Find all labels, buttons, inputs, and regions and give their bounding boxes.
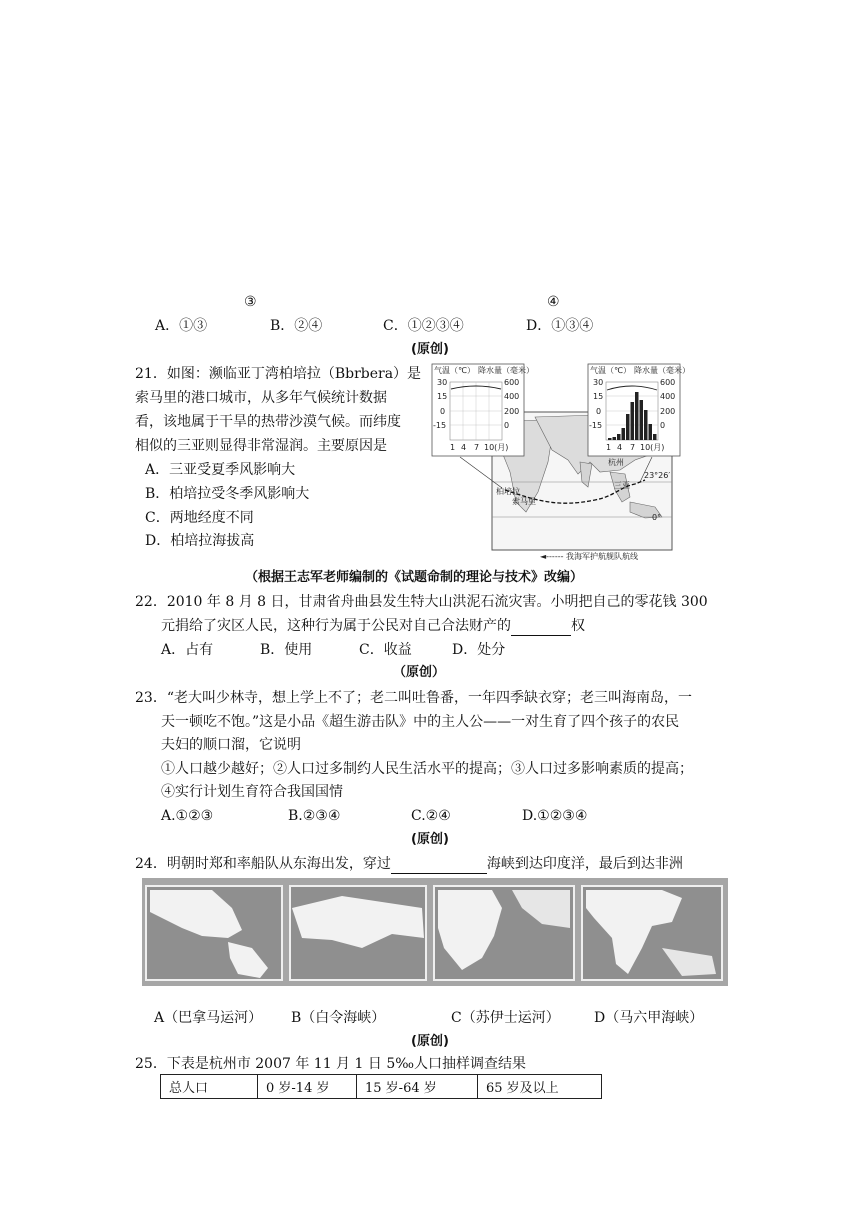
q22-stem-text: 元捐给了灾区人民，这种行为属于公民对自己合法财产的 — [161, 618, 511, 634]
table-header-0-14: 0 岁-14 岁 — [258, 1075, 357, 1099]
q20-option-a: A．①③ — [155, 318, 208, 334]
q20-option-b: B．②④ — [270, 318, 323, 334]
map-legend: ◄------ 我海军护航舰队航线 — [540, 552, 639, 561]
q20-source: (原创) — [411, 342, 449, 357]
q21-option-b: B．柏培拉受冬季风影响大 — [145, 486, 310, 502]
left-precip-tick: 200 — [504, 407, 520, 416]
right-month-tick: 4 — [617, 443, 623, 452]
q23-stem-line: 天一顿吃不饱。”这是小品《超生游击队》中的主人公——一对生育了四个孩子的农民 — [161, 714, 680, 730]
left-temp-tick: 30 — [437, 378, 448, 387]
q22-answer-blank — [511, 619, 571, 636]
q21-stem-line: 看，该地属于干旱的热带沙漠气候。而纬度 — [135, 414, 401, 430]
q23-stem-line: ④实行计划生育符合我国国情 — [161, 784, 343, 800]
right-precip-label: 降水量（毫米） — [634, 366, 690, 375]
left-month-tick: 1 — [450, 443, 456, 452]
q24-stem-tail: 海峡到达印度洋，最后到达非洲 — [486, 856, 683, 872]
label-sanya: 三亚 — [614, 481, 630, 490]
q21-option-c: C．两地经度不同 — [145, 510, 254, 526]
q21-option-a: A．三亚受夏季风影响大 — [145, 462, 296, 478]
q23-stem-line: ①人口越少越好；②人口过多制约人民生活水平的提高；③人口过多影响素质的提高； — [161, 761, 693, 777]
q20-option-d: D．①③④ — [526, 318, 594, 334]
label-equator: 0° — [652, 513, 662, 522]
map-panel-d — [582, 886, 722, 980]
right-precip-tick: 200 — [660, 407, 676, 416]
label-tropic: 23°26′ — [644, 471, 671, 480]
q24-option-c: C（苏伊士运河） — [451, 1010, 560, 1026]
table-row — [161, 1075, 602, 1099]
q23-option-b: B.②③④ — [288, 808, 341, 824]
label-somalia: 索马里 — [512, 497, 536, 506]
q21-map-svg — [430, 362, 690, 562]
q21-stem-line: 相似的三亚则显得非常湿润。主要原因是 — [135, 438, 387, 454]
right-month-tick: 7 — [630, 443, 636, 452]
map-panel-a — [146, 886, 282, 980]
right-temp-tick: 15 — [593, 392, 604, 401]
q23-option-c: C.②④ — [411, 808, 451, 824]
left-precip-tick: 600 — [504, 378, 520, 387]
climate-chart-left — [432, 364, 534, 456]
right-precip-tick: 400 — [660, 392, 676, 401]
q24-option-a: A（巴拿马运河） — [154, 1010, 263, 1026]
left-temp-tick: 0 — [440, 407, 446, 416]
q24-maps-svg — [142, 878, 728, 986]
q24-source: (原创) — [411, 1034, 449, 1049]
q21-source: （根据王志军老师编制的《试题命制的理论与技术》改编） — [245, 570, 584, 585]
left-precip-tick: 400 — [504, 392, 520, 401]
q24-stem-text: 24．明朝时郑和率船队从东海出发，穿过 — [135, 856, 391, 872]
map-panel-c — [434, 886, 574, 980]
right-precip-tick: 600 — [660, 378, 676, 387]
table-header-65-plus: 65 岁及以上 — [478, 1075, 602, 1099]
left-precip-tick: 0 — [504, 421, 510, 430]
right-temp-label: 气温（℃） — [590, 366, 631, 375]
q24-answer-blank — [391, 857, 487, 874]
left-month-tick: 7 — [474, 443, 480, 452]
q23-stem-line: 夫妇的顺口溜，它说明 — [161, 737, 301, 753]
q22-stem-line: 22．2010 年 8 月 8 日，甘肃省舟曲县发生特大山洪泥石流灾害。小明把自己的零花钱 300 — [135, 594, 708, 610]
q22-stem-tail: 权 — [571, 618, 585, 634]
left-temp-tick: -15 — [433, 421, 447, 430]
q21-stem-line: 索马里的港口城市，从多年气候统计数据 — [135, 390, 387, 406]
q23-option-a: A.①②③ — [161, 808, 214, 824]
right-month-tick: 10(月) — [640, 443, 665, 452]
q21-option-d: D．柏培拉海拔高 — [145, 533, 255, 549]
q25-stem: 25．下表是杭州市 2007 年 11 月 1 日 5‰人口抽样调查结果 — [135, 1056, 527, 1072]
q24-option-b: B（白令海峡） — [291, 1010, 386, 1026]
left-temp-tick: 15 — [437, 392, 448, 401]
q21-stem-line: 21．如图：濒临亚丁湾柏培拉（Bbrbera）是 — [135, 366, 422, 382]
left-month-tick: 10(月) — [484, 443, 509, 452]
q22-option-b: B．使用 — [260, 642, 313, 658]
q22-option-a: A．占有 — [161, 642, 214, 658]
label-hangzhou: 杭州 — [608, 458, 624, 467]
q22-option-d: D．处分 — [452, 642, 506, 658]
q21-figure — [430, 362, 690, 562]
q22-source: （原创） — [393, 665, 446, 680]
q24-option-d: D（马六甲海峡） — [594, 1010, 704, 1026]
q23-source: (原创) — [411, 832, 449, 847]
table-header-total: 总人口 — [161, 1075, 258, 1099]
q24-stem — [135, 854, 683, 874]
left-precip-label: 降水量（毫米） — [478, 366, 534, 375]
q20-option-c: C．①②③④ — [383, 318, 464, 334]
right-temp-tick: 30 — [593, 378, 604, 387]
right-temp-tick: -15 — [589, 421, 603, 430]
label-berbera: 柏培拉 — [496, 487, 520, 496]
q20-sub-mark-3: ③ — [244, 294, 257, 310]
q20-sub-mark-4: ④ — [547, 294, 560, 310]
q23-option-d: D.①②③④ — [522, 808, 588, 824]
climate-chart-right — [588, 364, 690, 456]
left-month-tick: 4 — [461, 443, 467, 452]
q22-option-c: C．收益 — [359, 642, 412, 658]
left-temp-label: 气温（℃） — [434, 366, 475, 375]
right-temp-tick: 0 — [596, 407, 602, 416]
right-precip-tick: 0 — [660, 421, 666, 430]
table-header-15-64: 15 岁-64 岁 — [357, 1075, 478, 1099]
q24-map-strip — [142, 878, 728, 986]
q23-stem-line: 23．“老大叫少林寺，想上学上不了；老二叫吐鲁番，一年四季缺衣穿；老三叫海南岛，一 — [135, 690, 692, 706]
q25-census-table — [160, 1074, 602, 1099]
q22-stem-line-2 — [161, 616, 585, 636]
map-panel-b — [290, 886, 426, 980]
right-month-tick: 1 — [606, 443, 612, 452]
